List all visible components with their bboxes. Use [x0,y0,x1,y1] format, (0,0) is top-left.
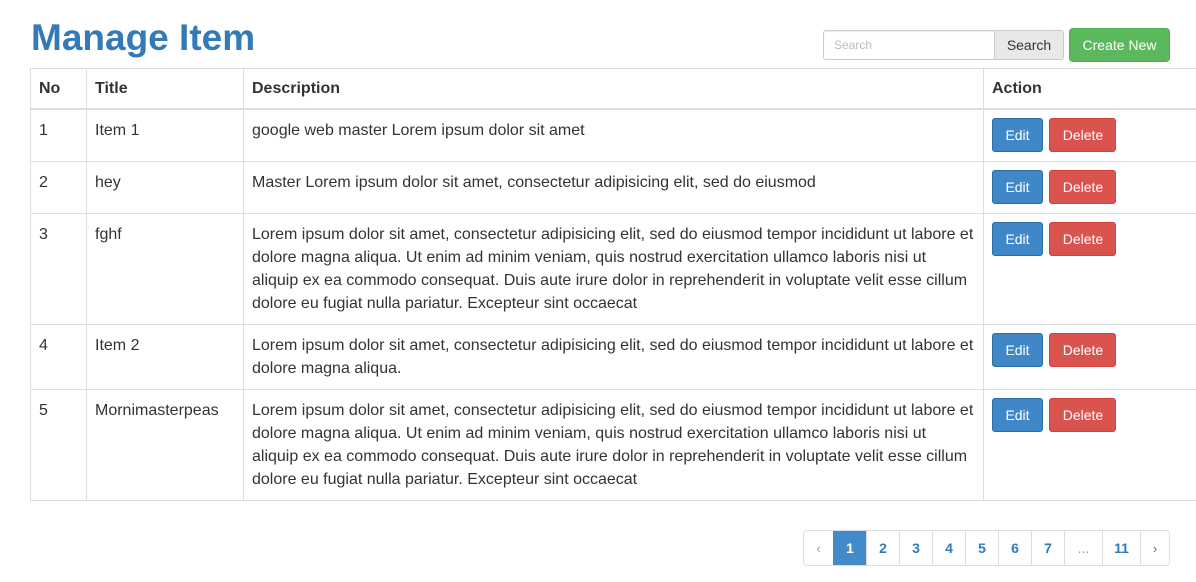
toolbar [823,28,1170,62]
delete-button[interactable]: Delete [1049,118,1116,152]
create-new-button[interactable]: Create New [1069,28,1170,62]
pagination [803,530,1170,566]
cell-action [984,214,1196,325]
column-header-action: Action [984,69,1196,110]
cell-title: hey [87,162,244,214]
page-link-3[interactable]: 3 [899,531,932,565]
cell-title: fghf [87,214,244,325]
table-row [31,214,1196,325]
cell-no: 5 [31,390,87,501]
cell-description: google web master Lorem ipsum dolor sit amet [244,109,984,162]
cell-action [984,390,1196,501]
cell-description: Lorem ipsum dolor sit amet, consectetur adipisicing elit, sed do eiusmod tempor incididunt ut labore et dolore magna aliqua. Ut enim ad minim veniam, quis nostrud exercitation ullamco laboris nisi ut aliquip ex ea commodo consequat. Duis aute irure dolor in reprehenderit in voluptate velit esse cillum dolore eu fugiat nulla pariatur. Excepteur sint occaecat [244,390,984,501]
cell-no: 2 [31,162,87,214]
cell-title: Item 1 [87,109,244,162]
cell-action [984,162,1196,214]
cell-no: 4 [31,325,87,390]
page-link-11[interactable]: 11 [1102,531,1140,565]
pagination-ellipsis: ... [1064,531,1102,565]
cell-action [984,109,1196,162]
delete-button[interactable]: Delete [1049,170,1116,204]
edit-button[interactable]: Edit [992,222,1043,256]
cell-no: 3 [31,214,87,325]
table-row [31,162,1196,214]
cell-title: Item 2 [87,325,244,390]
edit-button[interactable]: Edit [992,118,1043,152]
page-link-1[interactable]: 1 [833,531,866,565]
pagination-prev[interactable]: ‹ [804,531,833,565]
search-group [823,30,1064,60]
column-header-no: No [31,69,87,110]
table-header-row [31,69,1196,110]
page-link-5[interactable]: 5 [965,531,998,565]
delete-button[interactable]: Delete [1049,222,1116,256]
pagination-next[interactable]: › [1140,531,1169,565]
table-row [31,390,1196,501]
cell-no: 1 [31,109,87,162]
column-header-description: Description [244,69,984,110]
delete-button[interactable]: Delete [1049,398,1116,432]
table-row [31,325,1196,390]
cell-description: Lorem ipsum dolor sit amet, consectetur adipisicing elit, sed do eiusmod tempor incididunt ut labore et dolore magna aliqua. [244,325,984,390]
page-link-4[interactable]: 4 [932,531,965,565]
delete-button[interactable]: Delete [1049,333,1116,367]
cell-action [984,325,1196,390]
table-row [31,109,1196,162]
search-input[interactable] [823,30,994,60]
items-table [30,68,1196,501]
column-header-title: Title [87,69,244,110]
page-link-7[interactable]: 7 [1031,531,1064,565]
page-link-6[interactable]: 6 [998,531,1031,565]
cell-title: Mornimasterpeas [87,390,244,501]
search-button[interactable]: Search [994,30,1064,60]
page-link-2[interactable]: 2 [866,531,899,565]
edit-button[interactable]: Edit [992,170,1043,204]
edit-button[interactable]: Edit [992,398,1043,432]
page-title: Manage Item [31,17,256,58]
cell-description: Master Lorem ipsum dolor sit amet, consectetur adipisicing elit, sed do eiusmod [244,162,984,214]
edit-button[interactable]: Edit [992,333,1043,367]
cell-description: Lorem ipsum dolor sit amet, consectetur adipisicing elit, sed do eiusmod tempor incididunt ut labore et dolore magna aliqua. Ut enim ad minim veniam, quis nostrud exercitation ullamco laboris nisi ut aliquip ex ea commodo consequat. Duis aute irure dolor in reprehenderit in voluptate velit esse cillum dolore eu fugiat nulla pariatur. Excepteur sint occaecat [244,214,984,325]
